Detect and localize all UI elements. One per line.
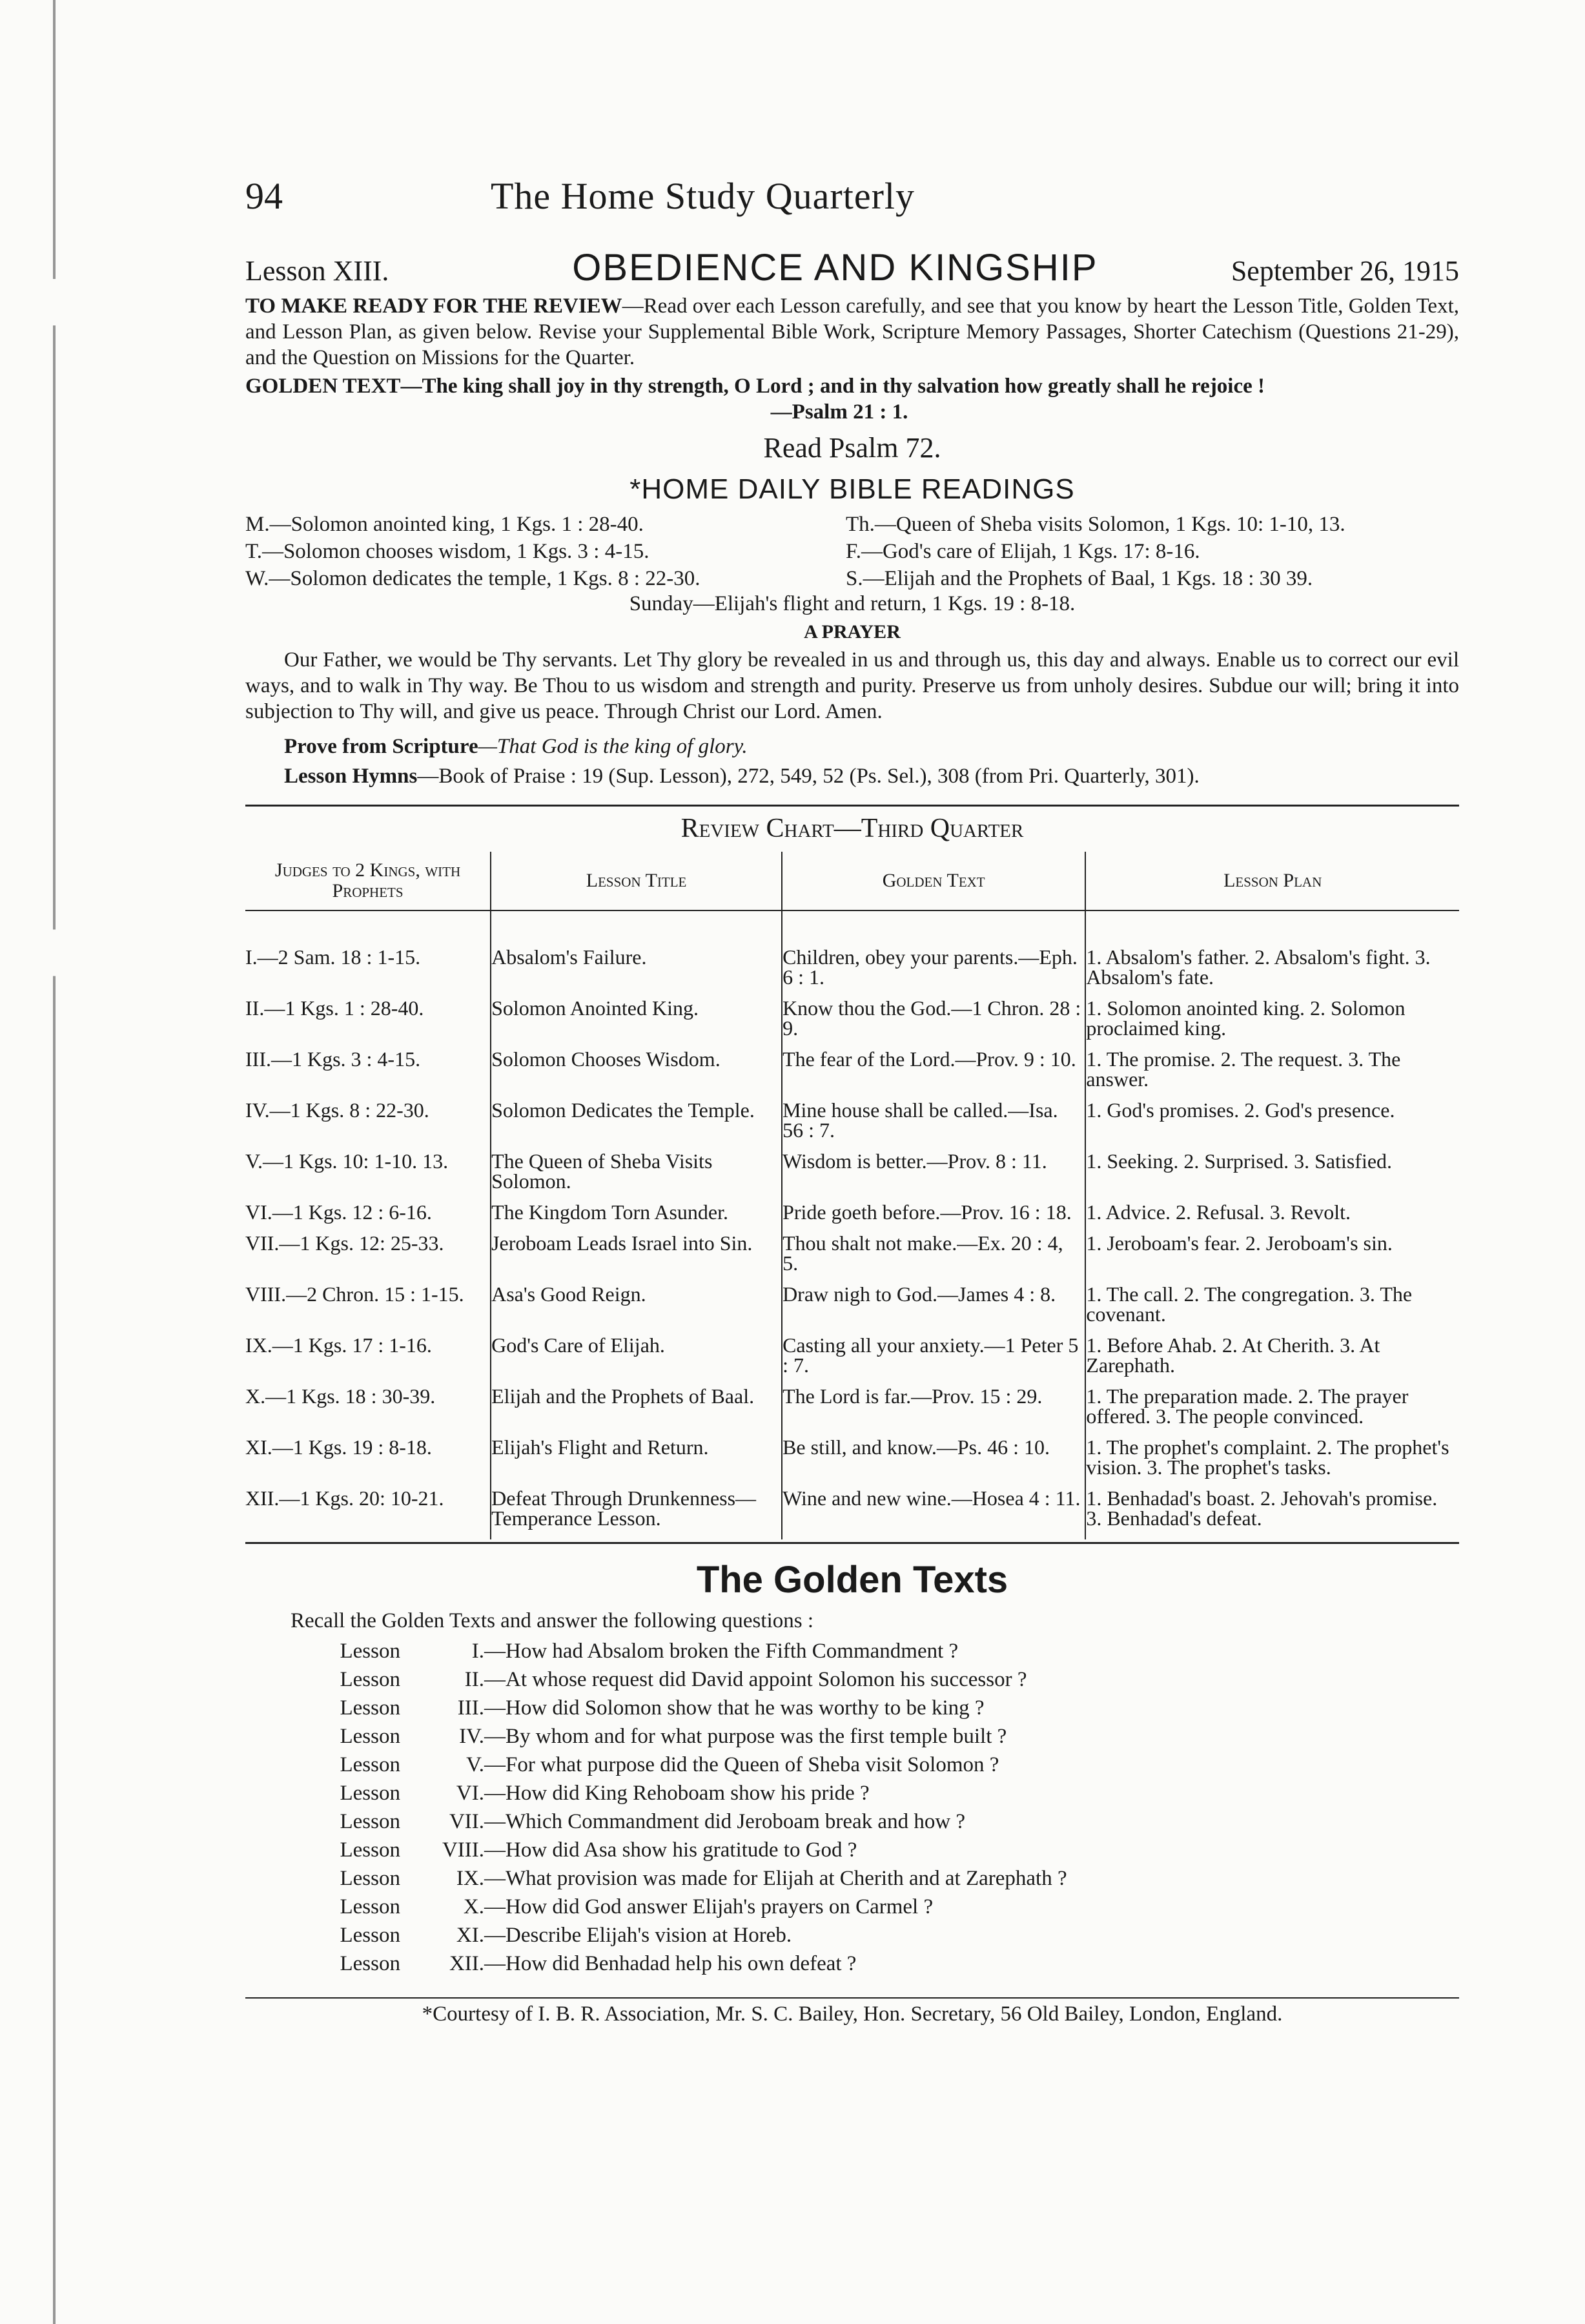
table-cell: Solomon Chooses Wisdom.	[491, 1049, 782, 1100]
table-cell: 1. Jeroboam's fear. 2. Jeroboam's sin.	[1086, 1231, 1393, 1255]
lesson-word: Lesson	[340, 1782, 400, 1805]
hymns-lead: Lesson Hymns	[284, 765, 418, 788]
question-text: —For what purpose did the Queen of Sheba visit Solomon ?	[484, 1753, 999, 1776]
question-text: —At whose request did David appoint Solomon his successor ?	[484, 1668, 1027, 1691]
prove-lead: Prove from Scripture	[284, 735, 478, 758]
table-cell: Children, obey your parents.—Eph. 6 : 1.	[782, 910, 1085, 998]
golden-text-lead: GOLDEN TEXT	[245, 375, 401, 398]
table-cell: Elijah's Flight and Return.	[491, 1437, 782, 1488]
list-item	[245, 1807, 1459, 1836]
reading-item: W.—Solomon dedicates the temple, 1 Kgs. 8 : 22-30.	[245, 567, 700, 590]
table-cell: 1. The preparation made. 2. The prayer offered. 3. The people convinced.	[1086, 1384, 1409, 1428]
list-item	[245, 1836, 1459, 1864]
review-chart-header-row	[245, 852, 1459, 910]
list-item	[245, 1779, 1459, 1807]
table-cell: 1. Advice. 2. Refusal. 3. Revolt.	[1086, 1200, 1351, 1224]
table-cell: I.—2 Sam. 18 : 1-15.	[245, 910, 491, 998]
table-cell: Jeroboam Leads Israel into Sin.	[491, 1233, 782, 1284]
table-cell: XI.—1 Kgs. 19 : 8-18.	[245, 1437, 491, 1488]
read-passage: Read Psalm 72.	[763, 432, 941, 464]
lesson-word: Lesson	[340, 1753, 400, 1776]
divider	[245, 805, 1459, 807]
page-number: 94	[245, 175, 283, 217]
lesson-date: September 26, 1915	[1231, 255, 1459, 287]
table-cell: VI.—1 Kgs. 12 : 6-16.	[245, 1202, 491, 1233]
table-row	[245, 1437, 1459, 1488]
footnote: *Courtesy of I. B. R. Association, Mr. S. C. Bailey, Hon. Secretary, 56 Old Bailey, London, England.	[245, 1997, 1459, 2026]
table-cell: X.—1 Kgs. 18 : 30-39.	[245, 1386, 491, 1437]
table-cell: Be still, and know.—Ps. 46 : 10.	[782, 1437, 1085, 1488]
lesson-word: Lesson	[340, 1696, 400, 1720]
table-row	[245, 1488, 1459, 1539]
table-cell: God's Care of Elijah.	[491, 1335, 782, 1386]
page	[245, 174, 1459, 2026]
lesson-numeral: II.	[464, 1668, 484, 1691]
column-header: Judges to 2 Kings, with Prophets	[245, 852, 491, 910]
lesson-word: Lesson	[340, 1895, 400, 1918]
question-text: —How did Solomon show that he was worthy to be king ?	[484, 1696, 985, 1720]
question-text: —Which Commandment did Jeroboam break and how ?	[484, 1810, 966, 1833]
lesson-title: OBEDIENCE AND KINGSHIP	[572, 247, 1098, 289]
question-text: —What provision was made for Elijah at Cherith and at Zarephath ?	[484, 1867, 1067, 1890]
review-chart-title: Review Chart—Third Quarter	[680, 814, 1024, 843]
table-cell: 1. Absalom's father. 2. Absalom's fight. 3. Absalom's fate.	[1086, 945, 1431, 989]
lesson-word: Lesson	[340, 1640, 400, 1663]
lesson-numeral: VII.	[449, 1810, 484, 1833]
question-text: —Describe Elijah's vision at Horeb.	[484, 1924, 792, 1947]
table-row	[245, 1100, 1459, 1151]
reading-item: F.—God's care of Elijah, 1 Kgs. 17: 8-16.	[846, 540, 1200, 563]
table-cell: Asa's Good Reign.	[491, 1284, 782, 1335]
table-cell: Wine and new wine.—Hosea 4 : 11.	[782, 1488, 1085, 1539]
prayer-heading: A PRAYER	[804, 621, 901, 643]
table-cell: The Queen of Sheba Visits Solomon.	[491, 1151, 782, 1202]
table-cell: 1. The prophet's complaint. 2. The prophet's vision. 3. The prophet's tasks.	[1086, 1435, 1449, 1479]
table-cell: Elijah and the Prophets of Baal.	[491, 1386, 782, 1437]
question-text: —How did Asa show his gratitude to God ?	[484, 1838, 857, 1862]
golden-text-body: —The king shall joy in thy strength, O Lord ; and in thy salvation how greatly shall he rejoice !	[400, 375, 1265, 398]
table-cell: 1. Before Ahab. 2. At Cherith. 3. At Zarephath.	[1086, 1333, 1380, 1377]
table-cell: 1. The promise. 2. The request. 3. The answer.	[1086, 1047, 1401, 1091]
list-item	[245, 1637, 1459, 1665]
lesson-word: Lesson	[340, 1952, 400, 1975]
table-cell: The Lord is far.—Prov. 15 : 29.	[782, 1386, 1085, 1437]
lesson-numeral: I.	[471, 1640, 484, 1663]
reading-item: Th.—Queen of Sheba visits Solomon, 1 Kgs. 10: 1-10, 13.	[846, 513, 1345, 536]
table-cell: V.—1 Kgs. 10: 1-10. 13.	[245, 1151, 491, 1202]
table-row	[245, 1386, 1459, 1437]
table-row	[245, 1049, 1459, 1100]
list-item	[245, 1751, 1459, 1779]
lesson-numeral: XII.	[449, 1952, 484, 1975]
review-chart-body	[245, 910, 1459, 1539]
table-cell: XII.—1 Kgs. 20: 10-21.	[245, 1488, 491, 1539]
divider	[245, 1542, 1459, 1544]
daily-readings-heading: *HOME DAILY BIBLE READINGS	[629, 473, 1075, 505]
daily-readings-list	[245, 511, 1459, 592]
table-row	[245, 1202, 1459, 1233]
golden-text	[245, 373, 1459, 399]
review-instructions-text: —Read over each Lesson carefully, and see that you know by heart the Lesson Title, Golden Text, and Lesson Plan, as given below. Revise your Supplemental Bible Work, Scripture Memory Passages, Shorter Catechism (Questions 21-29), and the Question on Missions for the Quarter.	[245, 294, 1459, 369]
hymns-text: —Book of Praise : 19 (Sup. Lesson), 272, 549, 52 (Ps. Sel.), 308 (from Pri. Quarterly, 301).	[417, 765, 1200, 788]
lesson-numeral: IX.	[456, 1867, 484, 1890]
list-item	[245, 1694, 1459, 1722]
question-text: —By whom and for what purpose was the first temple built ?	[484, 1725, 1007, 1748]
publication-title: The Home Study Quarterly	[491, 175, 915, 217]
table-cell: II.—1 Kgs. 1 : 28-40.	[245, 998, 491, 1049]
column-header: Golden Text	[782, 852, 1085, 910]
binding-edge-mark	[53, 0, 56, 2324]
table-row	[245, 910, 1459, 998]
lesson-word: Lesson	[340, 1867, 400, 1890]
table-row	[245, 998, 1459, 1049]
list-item	[245, 1949, 1459, 1978]
lesson-numeral: III.	[457, 1696, 484, 1720]
column-header: Lesson Title	[491, 852, 782, 910]
table-cell: Solomon Dedicates the Temple.	[491, 1100, 782, 1151]
lesson-hymns	[284, 763, 1459, 789]
table-cell: Thou shalt not make.—Ex. 20 : 4, 5.	[782, 1233, 1085, 1284]
review-chart-table	[245, 852, 1459, 1539]
golden-texts-title: The Golden Texts	[696, 1559, 1008, 1601]
sunday-reading: Sunday—Elijah's flight and return, 1 Kgs. 19 : 8-18.	[629, 592, 1076, 615]
golden-text-reference: —Psalm 21 : 1.	[770, 400, 908, 424]
table-cell: Mine house shall be called.—Isa. 56 : 7.	[782, 1100, 1085, 1151]
lesson-word: Lesson	[340, 1725, 400, 1748]
review-instructions	[245, 293, 1459, 371]
table-cell: The fear of the Lord.—Prov. 9 : 10.	[782, 1049, 1085, 1100]
list-item	[245, 1893, 1459, 1921]
table-cell: III.—1 Kgs. 3 : 4-15.	[245, 1049, 491, 1100]
table-cell: Know thou the God.—1 Chron. 28 : 9.	[782, 998, 1085, 1049]
lesson-word: Lesson	[340, 1838, 400, 1862]
list-item	[245, 1921, 1459, 1949]
table-cell: Casting all your anxiety.—1 Peter 5 : 7.	[782, 1335, 1085, 1386]
table-row	[245, 1151, 1459, 1202]
lesson-numeral: XI.	[456, 1924, 484, 1947]
question-text: —How did Benhadad help his own defeat ?	[484, 1952, 857, 1975]
table-cell: IX.—1 Kgs. 17 : 1-16.	[245, 1335, 491, 1386]
table-cell: 1. Seeking. 2. Surprised. 3. Satisfied.	[1086, 1149, 1393, 1173]
list-item	[245, 1665, 1459, 1694]
review-instructions-lead: TO MAKE READY FOR THE REVIEW	[245, 294, 622, 318]
table-cell: Draw nigh to God.—James 4 : 8.	[782, 1284, 1085, 1335]
lesson-word: Lesson	[340, 1668, 400, 1691]
table-cell: Wisdom is better.—Prov. 8 : 11.	[782, 1151, 1085, 1202]
table-row	[245, 1233, 1459, 1284]
table-cell: Pride goeth before.—Prov. 16 : 18.	[782, 1202, 1085, 1233]
running-header	[245, 174, 1459, 218]
lesson-numeral: X.	[463, 1895, 484, 1918]
golden-texts-intro: Recall the Golden Texts and answer the following questions :	[291, 1609, 813, 1632]
reading-item: S.—Elijah and the Prophets of Baal, 1 Kgs. 18 : 30 39.	[846, 567, 1313, 590]
prove-from-scripture	[284, 734, 1459, 759]
question-text: —How had Absalom broken the Fifth Commandment ?	[484, 1640, 959, 1663]
reading-item: T.—Solomon chooses wisdom, 1 Kgs. 3 : 4-15.	[245, 540, 649, 563]
question-text: —How did God answer Elijah's prayers on Carmel ?	[484, 1895, 934, 1918]
table-cell: 1. The call. 2. The congregation. 3. The covenant.	[1086, 1282, 1413, 1326]
table-row	[245, 1284, 1459, 1335]
lesson-heading	[245, 246, 1459, 289]
golden-texts-questions	[245, 1637, 1459, 1978]
prayer-text: Our Father, we would be Thy servants. Let Thy glory be revealed in us and through us, this day and always. Enable us to correct our evil ways, and to walk in Thy way. Be Thou to us wisdom and strength and purity. Preserve us from unholy desires. Subdue our will; bring it into subjection to Thy will, and give us peace. Through Christ our Lord. Amen.	[245, 648, 1459, 723]
table-cell: IV.—1 Kgs. 8 : 22-30.	[245, 1100, 491, 1151]
table-cell: 1. God's promises. 2. God's presence.	[1086, 1098, 1395, 1122]
table-cell: VII.—1 Kgs. 12: 25-33.	[245, 1233, 491, 1284]
lesson-numeral: IV.	[459, 1725, 484, 1748]
column-header: Lesson Plan	[1085, 852, 1459, 910]
table-cell: 1. Solomon anointed king. 2. Solomon proclaimed king.	[1086, 996, 1406, 1040]
lesson-numeral: VIII.	[442, 1838, 484, 1862]
question-text: —How did King Rehoboam show his pride ?	[484, 1782, 870, 1805]
list-item	[245, 1864, 1459, 1893]
lesson-number: Lesson XIII.	[245, 255, 389, 287]
table-cell: Defeat Through Drunkenness—Temperance Lesson.	[491, 1488, 782, 1539]
lesson-numeral: V.	[466, 1753, 484, 1776]
table-cell: Solomon Anointed King.	[491, 998, 782, 1049]
table-cell: VIII.—2 Chron. 15 : 1-15.	[245, 1284, 491, 1335]
prove-text: —That God is the king of glory.	[478, 735, 748, 758]
reading-item: M.—Solomon anointed king, 1 Kgs. 1 : 28-40.	[245, 513, 644, 536]
list-item	[245, 1722, 1459, 1751]
lesson-word: Lesson	[340, 1810, 400, 1833]
table-cell: Absalom's Failure.	[491, 910, 782, 998]
lesson-word: Lesson	[340, 1924, 400, 1947]
table-cell: 1. Benhadad's boast. 2. Jehovah's promise. 3. Benhadad's defeat.	[1086, 1486, 1438, 1530]
table-row	[245, 1335, 1459, 1386]
table-cell: The Kingdom Torn Asunder.	[491, 1202, 782, 1233]
lesson-numeral: VI.	[456, 1782, 484, 1805]
